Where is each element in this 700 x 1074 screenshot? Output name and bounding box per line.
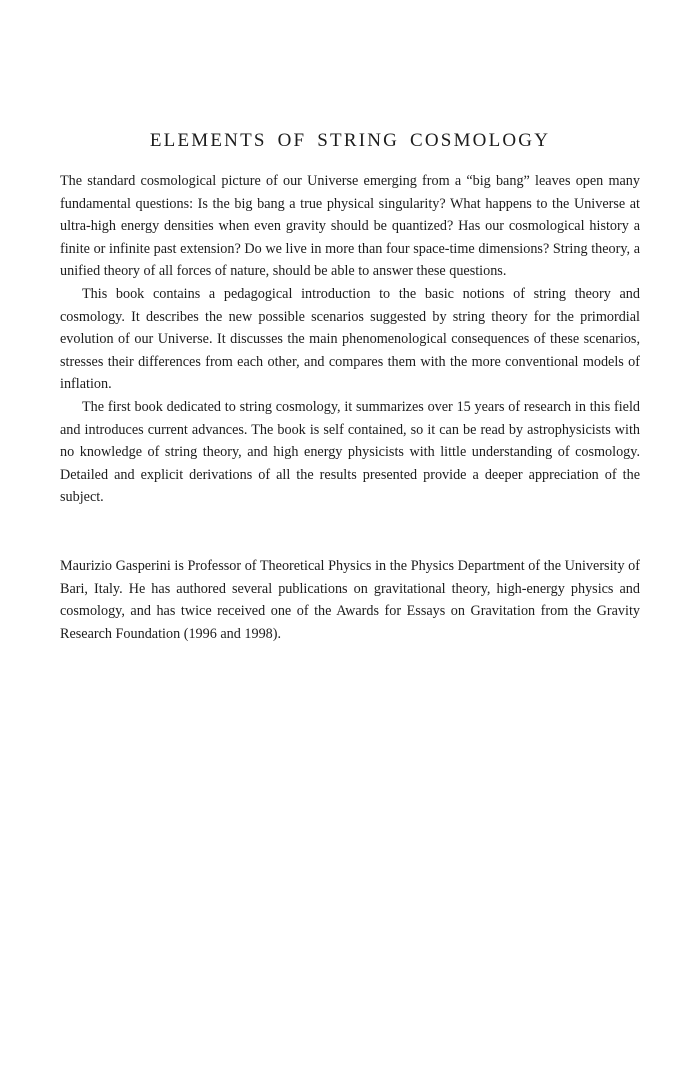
description-paragraph-3: The first book dedicated to string cosmology, it summarizes over 15 years of research in this field and introduces current advances. The book is self contained, so it can be read by astrophysicists with no knowledge of string theory, and high energy physicists with little understanding of cosmology. Detailed and explicit derivations of all the results presented provide a deeper appreciation of the subject.: [60, 398, 640, 506]
description-paragraph-2: This book contains a pedagogical introduction to the basic notions of string theory and cosmology. It describes the new possible scenarios suggested by string theory for the primordial evolution of our Universe. It discusses the main phenomenological consequences of these scenarios, stresses their differences from each other, and compares them with the more conventional models of inflation.: [60, 285, 640, 393]
book-title: ELEMENTS OF STRING COSMOLOGY: [149, 130, 551, 151]
author-bio-text: Maurizio Gasperini is Professor of Theoretical Physics in the Physics Department of the University of Bari, Italy. He has authored several publications on gravitational theory, high-energy physics and cosmology, and has twice received one of the Awards for Essays on Gravitation from the Gravity Research Foundation (1996 and 1998).: [60, 558, 640, 642]
author-bio: [60, 555, 640, 645]
description-paragraph-1: The standard cosmological picture of our Universe emerging from a “big bang” leaves open many fundamental questions: Is the big bang a true physical singularity? What happens to the Universe at ultra-high energy densities when even gravity should be quantized? Has our cosmological history a finite or infinite past extension? Do we live in more than four space-time dimensions? String theory, a unified theory of all forces of nature, should be able to answer these questions.: [60, 173, 640, 280]
book-description: [60, 170, 640, 509]
